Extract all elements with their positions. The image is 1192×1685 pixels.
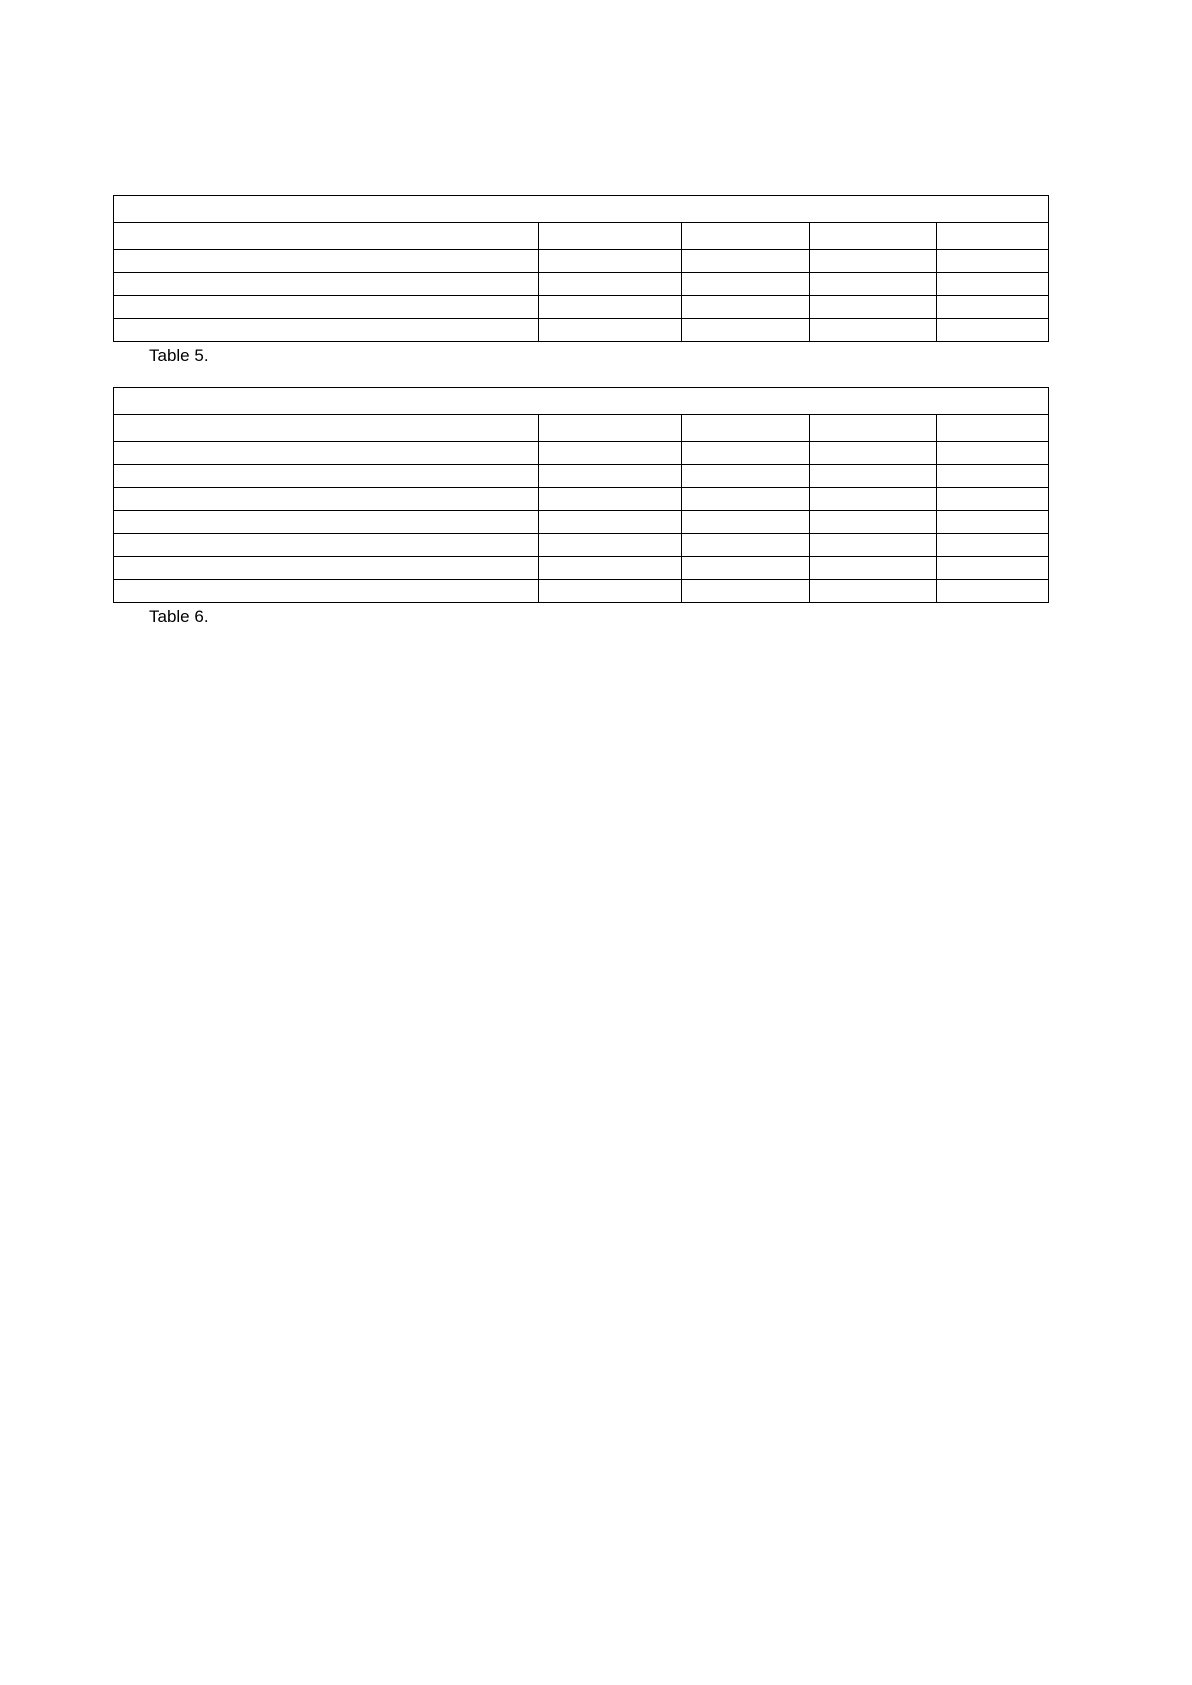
table-cell (810, 534, 937, 557)
table-cell (114, 273, 539, 296)
table-cell (114, 488, 539, 511)
table-cell (682, 488, 810, 511)
table-cell (539, 319, 682, 342)
table-cell (810, 442, 937, 465)
table-cell (539, 442, 682, 465)
table-cell (937, 557, 1049, 580)
table-cell (810, 273, 937, 296)
table-header-row (114, 223, 1049, 250)
table-header-row (114, 415, 1049, 442)
table-cell (539, 465, 682, 488)
table-cell (682, 580, 810, 603)
table-cell (539, 415, 682, 442)
table-row (114, 250, 1049, 273)
table-row (114, 319, 1049, 342)
table-cell (682, 250, 810, 273)
table-cell (810, 557, 937, 580)
table-cell (810, 580, 937, 603)
table-cell (682, 511, 810, 534)
table-row (114, 465, 1049, 488)
table-row (114, 488, 1049, 511)
table-cell (114, 250, 539, 273)
table-cell (682, 273, 810, 296)
table-cell (810, 511, 937, 534)
table-cell (937, 465, 1049, 488)
table-cell (810, 415, 937, 442)
table-cell (539, 580, 682, 603)
table-cell (539, 296, 682, 319)
table-cell (114, 534, 539, 557)
table-cell (682, 465, 810, 488)
table-cell (937, 511, 1049, 534)
table-cell (539, 223, 682, 250)
table-cell (114, 511, 539, 534)
table-cell (810, 250, 937, 273)
table-cell (682, 223, 810, 250)
table-title-cell (114, 196, 1049, 223)
table-cell (682, 557, 810, 580)
table-cell (810, 223, 937, 250)
table-cell (937, 250, 1049, 273)
table-cell (539, 250, 682, 273)
table-cell (937, 223, 1049, 250)
table-cell (937, 488, 1049, 511)
table-cell (539, 273, 682, 296)
table-cell (810, 296, 937, 319)
table-cell (682, 319, 810, 342)
table-cell (114, 465, 539, 488)
table-5-caption: Table 5. (149, 346, 209, 365)
table-title-row (114, 196, 1049, 223)
table-cell (682, 534, 810, 557)
table-cell (539, 511, 682, 534)
table-row (114, 580, 1049, 603)
table-cell (937, 580, 1049, 603)
table-6 (113, 387, 1049, 603)
table-cell (539, 534, 682, 557)
table-cell (937, 534, 1049, 557)
table-cell (937, 319, 1049, 342)
table-row (114, 273, 1049, 296)
table-cell (114, 415, 539, 442)
table-title-cell (114, 388, 1049, 415)
table-cell (114, 557, 539, 580)
table-cell (937, 273, 1049, 296)
table-row (114, 442, 1049, 465)
table-title-row (114, 388, 1049, 415)
table-cell (114, 319, 539, 342)
table-cell (937, 296, 1049, 319)
table-cell (682, 442, 810, 465)
table-cell (539, 557, 682, 580)
table-row (114, 534, 1049, 557)
table-row (114, 511, 1049, 534)
table-cell (810, 465, 937, 488)
table-cell (810, 319, 937, 342)
table-cell (937, 415, 1049, 442)
table-row (114, 296, 1049, 319)
table-5 (113, 195, 1049, 342)
table-cell (682, 296, 810, 319)
table-row (114, 557, 1049, 580)
table-6-caption: Table 6. (149, 607, 209, 626)
table-cell (114, 580, 539, 603)
table-cell (539, 488, 682, 511)
table-cell (810, 488, 937, 511)
table-cell (114, 442, 539, 465)
table-cell (937, 442, 1049, 465)
table-cell (114, 223, 539, 250)
table-cell (682, 415, 810, 442)
table-cell (114, 296, 539, 319)
